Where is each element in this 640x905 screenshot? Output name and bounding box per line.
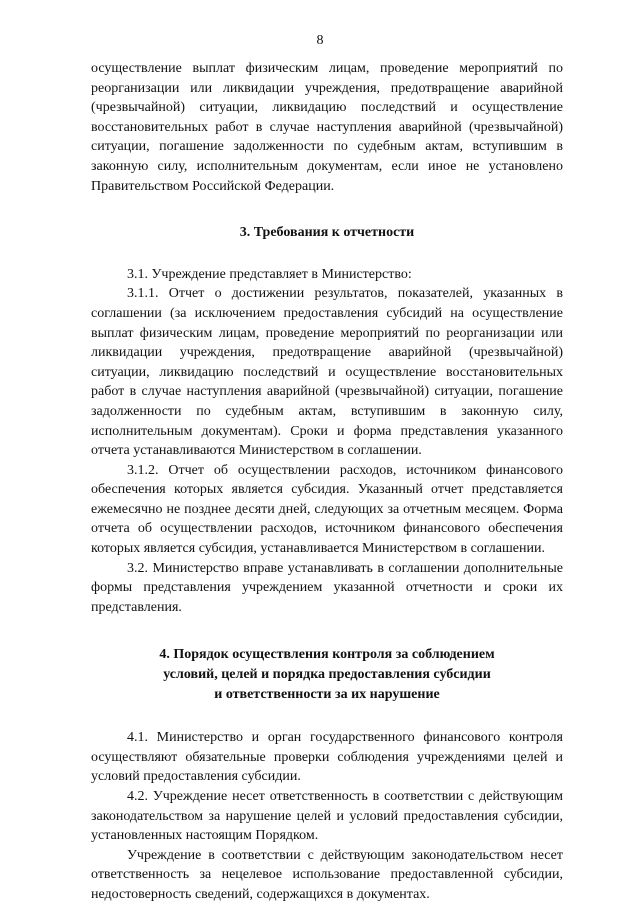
paragraph-3-1-2: 3.1.2. Отчет об осуществлении расходов, источником финансового обеспечения которых является субсидия. Указанный отчет представляется ежемесячно не позднее десяти дней, следующих за отчетным месяцем. Форма отчета об осуществлении расходов, источником финансового обеспечения которых является субсидия, устанавливается Министерством в соглашении. (91, 462, 563, 557)
section-4-title-line-2: условий, целей и порядка предоставления субсидии (163, 667, 491, 683)
intro-paragraph: осуществление выплат физическим лицам, проведение мероприятий по реорганизации или ликвидации учреждения, предотвращение аварийной (чрезвычайной) ситуации, ликвидацию последствий и осуществление восстановительных работ в случае наступления аварийной (чрезвычайной) ситуации, погашение задолженности по судебным актам, вступившим в законную силу, исполнительным документам, если иное не установлено Правительством Российской Федерации. (91, 61, 563, 194)
paragraph-3-1: 3.1. Учреждение представляет в Министерство: (127, 266, 412, 282)
document-body (91, 59, 563, 905)
section-4-title-line-3: и ответственности за их нарушение (214, 686, 440, 702)
paragraph-4-responsibility: Учреждение в соответствии с действующим законодательством несет ответственность за нецелевое использование предоставленной субсидии, недостоверность сведений, содержащихся в документах. (91, 847, 563, 902)
page-number: 8 (316, 33, 324, 48)
paragraph-4-1: 4.1. Министерство и орган государственного финансового контроля осуществляют обязательные проверки соблюдения учреждениями целей и условий предоставления субсидии. (91, 730, 563, 785)
paragraph-3-2: 3.2. Министерство вправе устанавливать в соглашении дополнительные формы представления учреждением указанной отчетности и сроки их представления. (91, 560, 563, 615)
paragraph-4-2: 4.2. Учреждение несет ответственность в соответствии с действующим законодательством за нарушение целей и условий предоставления субсидии, установленных настоящим Порядком. (91, 789, 563, 844)
section-3-title: 3. Требования к отчетности (239, 225, 415, 241)
section-4-title-line-1: 4. Порядок осуществления контроля за соблюдением (159, 647, 495, 663)
paragraph-3-1-1: 3.1.1. Отчет о достижении результатов, показателей, указанных в соглашении (за исключением предоставления субсидий на осуществление выплат физическим лицам, проведение мероприятий по реорганизации или ликвидации учреждения, предотвращение аварийной (чрезвычайной) ситуации, ликвидацию последствий и осуществление восстановительных работ в случае наступления аварийной (чрезвычайной) ситуации, погашение задолженности по судебным актам, вступившим в законную силу, исполнительным документам). Сроки и форма представления указанного отчета устанавливаются Министерством в соглашении. (91, 286, 563, 459)
section-4-title (91, 645, 563, 704)
